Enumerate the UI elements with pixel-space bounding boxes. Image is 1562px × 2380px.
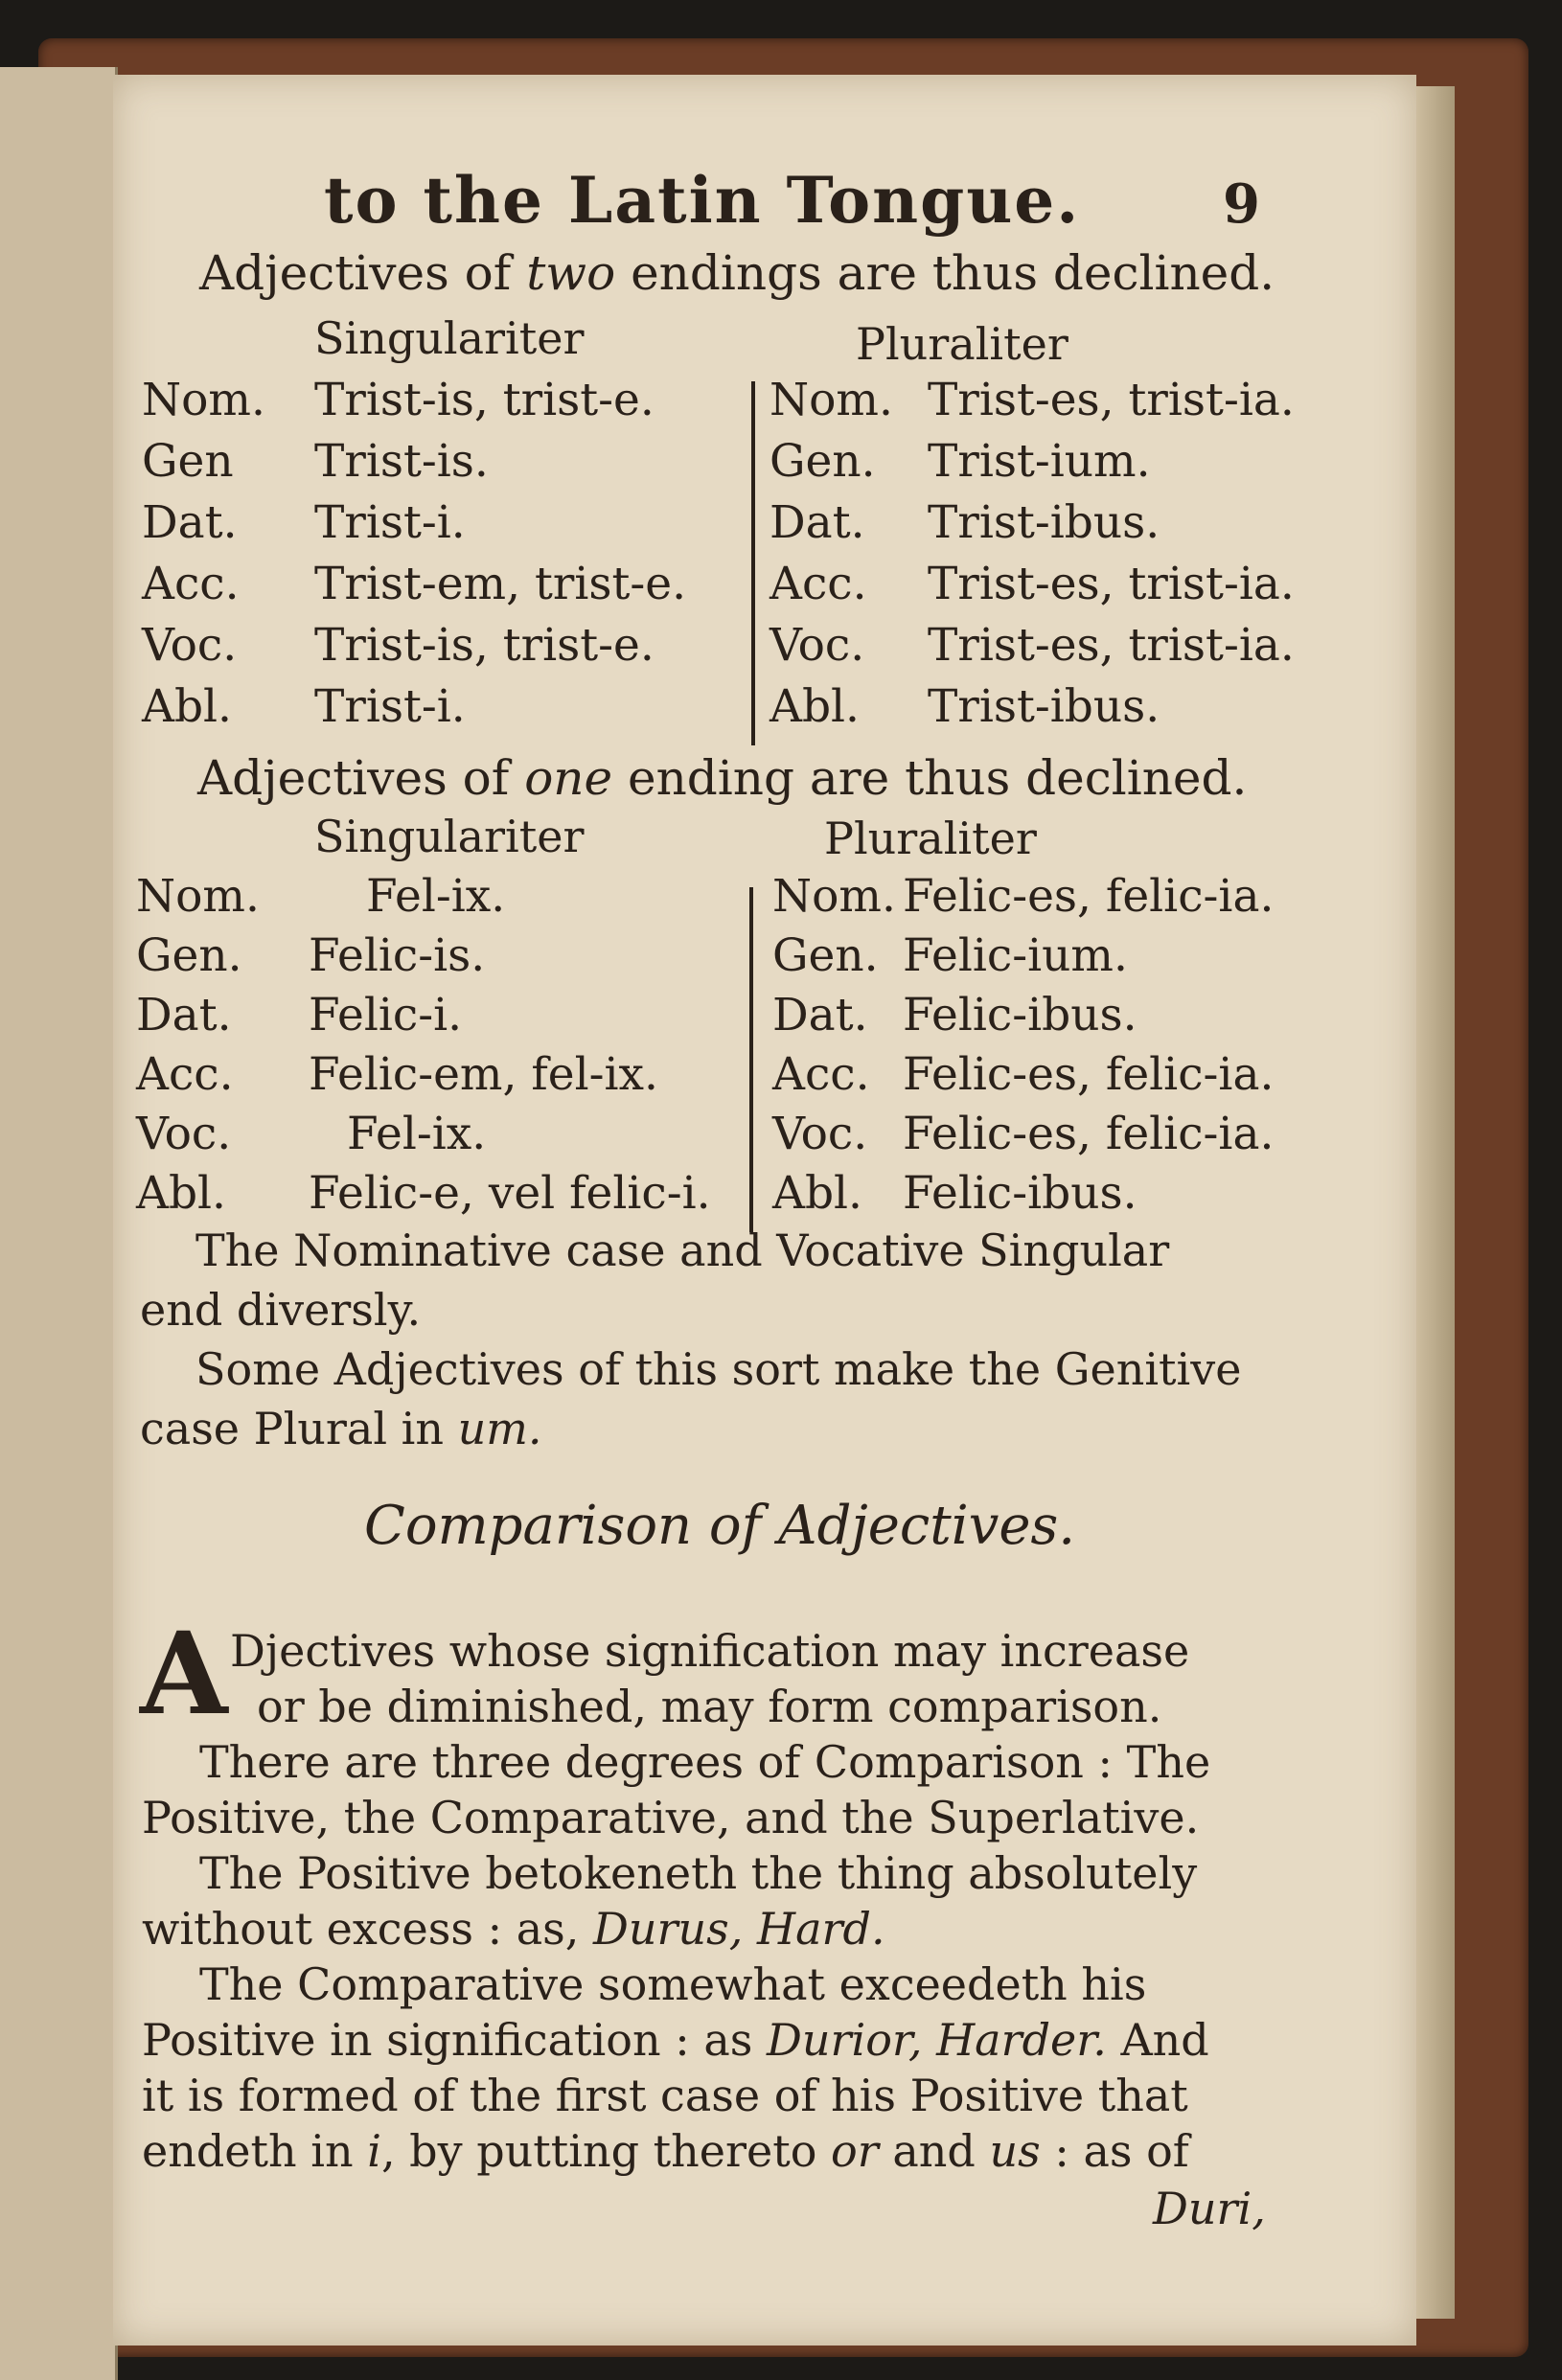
section2-plural-label: Pluraliter <box>824 812 1037 864</box>
case-label: Gen <box>142 435 234 488</box>
note-line: Some Adjectives of this sort make the Genitive <box>195 1343 1242 1395</box>
plural-form: Felic-ium. <box>903 929 1128 982</box>
p4-line4-text: endeth in <box>142 2125 368 2177</box>
case-label: Abl. <box>136 1167 226 1220</box>
case-label: Voc. <box>770 619 865 672</box>
note-line <box>140 1403 542 1454</box>
case-label: Dat. <box>136 989 232 1041</box>
p4-line4-italic-i: i <box>367 2125 381 2177</box>
section2-heading <box>197 750 1247 806</box>
p4-line2-italic: Durior, Harder. <box>766 2014 1107 2066</box>
case-label: Gen. <box>770 435 876 488</box>
catchword: Duri, <box>1153 2183 1266 2234</box>
paragraph-line: or be diminished, may form comparison. <box>257 1681 1162 1732</box>
p4-line2-text: Positive in signification : as <box>142 2014 767 2066</box>
section1-singular-label: Singulariter <box>314 312 585 364</box>
singular-form: Fel-ix. <box>366 870 506 923</box>
case-label: Acc. <box>772 1048 870 1101</box>
plural-form: Felic-es, felic-ia. <box>903 1048 1275 1101</box>
drop-cap: A <box>140 1607 228 1740</box>
facing-page-edge <box>0 67 118 2380</box>
plural-form: Trist-es, trist-ia. <box>928 374 1295 426</box>
section2-column-divider <box>749 887 753 1232</box>
singular-form: Fel-ix. <box>347 1108 487 1160</box>
singular-form: Trist-i. <box>314 496 466 549</box>
case-label: Abl. <box>770 680 860 733</box>
section2-heading-post: ending are thus declined. <box>612 750 1248 806</box>
singular-form: Felic-e, vel felic-i. <box>309 1167 711 1220</box>
p4-line4-and: and <box>878 2125 990 2177</box>
section2-heading-italic: one <box>524 750 613 806</box>
paragraph-line: The Comparative somewhat exceedeth his <box>199 1958 1147 2010</box>
case-label: Dat. <box>142 496 238 549</box>
section1-heading <box>199 245 1275 301</box>
case-label: Acc. <box>136 1048 234 1101</box>
case-label: Gen. <box>772 929 879 982</box>
case-label: Nom. <box>142 374 265 426</box>
note-line: end diversly. <box>140 1284 422 1336</box>
note-line4-italic: um. <box>457 1403 542 1454</box>
note-line4-text: case Plural in <box>140 1403 458 1454</box>
comparison-heading: Comparison of Adjectives. <box>364 1495 1076 1557</box>
case-label: Acc. <box>142 558 240 610</box>
plural-form: Felic-es, felic-ia. <box>903 1108 1275 1160</box>
case-label: Nom. <box>772 870 896 923</box>
case-label: Gen. <box>136 929 242 982</box>
plural-form: Trist-es, trist-ia. <box>928 619 1295 672</box>
running-title: to the Latin Tongue. <box>324 163 1081 238</box>
section1-heading-italic: two <box>526 245 616 301</box>
page-header <box>209 163 1260 259</box>
paragraph-line: it is formed of the first case of his Positive that <box>142 2070 1188 2121</box>
p4-line4-italic-us: us <box>989 2125 1041 2177</box>
p4-line4-post: : as of <box>1040 2125 1189 2177</box>
singular-form: Trist-i. <box>314 680 466 733</box>
singular-form: Trist-is. <box>314 435 489 488</box>
page-stack-edge <box>1416 86 1455 2319</box>
case-label: Voc. <box>136 1108 232 1160</box>
case-label: Voc. <box>142 619 238 672</box>
p3-line2-text: without excess : as, <box>142 1903 594 1955</box>
section1-column-divider <box>751 381 755 745</box>
paragraph-line: Djectives whose signification may increase <box>230 1625 1190 1677</box>
paragraph-line: Positive, the Comparative, and the Superlative. <box>142 1792 1200 1843</box>
singular-form: Felic-em, fel-ix. <box>309 1048 658 1101</box>
note-line: The Nominative case and Vocative Singular <box>195 1224 1170 1276</box>
plural-form: Felic-ibus. <box>903 1167 1137 1220</box>
page-number: 9 <box>1223 172 1260 236</box>
case-label: Acc. <box>770 558 867 610</box>
plural-form: Trist-ibus. <box>928 680 1160 733</box>
case-label: Dat. <box>772 989 868 1041</box>
paragraph-line <box>142 1903 885 1955</box>
paragraph-line: There are three degrees of Comparison : The <box>199 1736 1211 1788</box>
section1-plural-label: Pluraliter <box>856 318 1068 370</box>
singular-form: Felic-i. <box>309 989 463 1041</box>
p3-line2-italic: Durus, Hard. <box>593 1903 885 1955</box>
section1-heading-pre: Adjectives of <box>199 245 527 301</box>
section2-heading-pre: Adjectives of <box>197 750 525 806</box>
plural-form: Felic-es, felic-ia. <box>903 870 1275 923</box>
p4-line4-italic-or: or <box>831 2125 879 2177</box>
singular-form: Trist-is, trist-e. <box>314 619 655 672</box>
book-page <box>113 75 1416 2346</box>
singular-form: Trist-em, trist-e. <box>314 558 687 610</box>
section2-singular-label: Singulariter <box>314 811 585 862</box>
singular-form: Felic-is. <box>309 929 486 982</box>
case-label: Dat. <box>770 496 865 549</box>
p4-line2-post: And <box>1106 2014 1209 2066</box>
p4-line4-mid: , by putting thereto <box>380 2125 832 2177</box>
paragraph-line <box>142 2014 1209 2066</box>
plural-form: Trist-ium. <box>928 435 1151 488</box>
case-label: Voc. <box>772 1108 868 1160</box>
case-label: Abl. <box>142 680 232 733</box>
section1-heading-post: endings are thus declined. <box>615 245 1275 301</box>
plural-form: Trist-ibus. <box>928 496 1160 549</box>
case-label: Nom. <box>136 870 260 923</box>
plural-form: Felic-ibus. <box>903 989 1137 1041</box>
paragraph-line: The Positive betokeneth the thing absolutely <box>199 1847 1198 1899</box>
paragraph-line <box>142 2125 1189 2177</box>
case-label: Nom. <box>770 374 893 426</box>
case-label: Abl. <box>772 1167 862 1220</box>
plural-form: Trist-es, trist-ia. <box>928 558 1295 610</box>
singular-form: Trist-is, trist-e. <box>314 374 655 426</box>
